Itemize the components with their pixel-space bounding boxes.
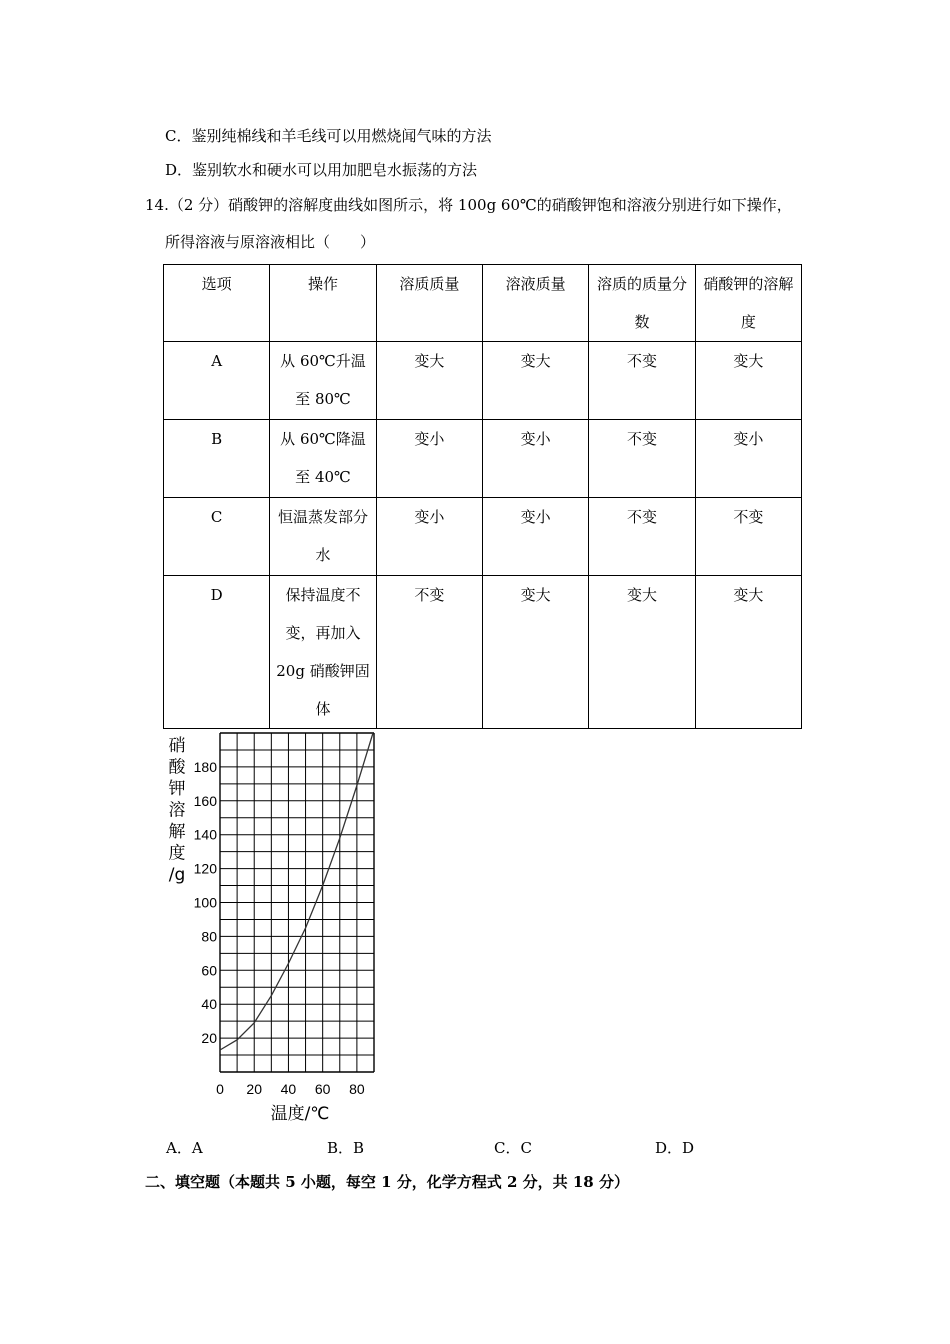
table-cell: 变小 [376, 498, 482, 576]
y-axis-label-char: 溶 [168, 800, 186, 821]
section-heading: 二、填空题（本题共 5 小题，每空 1 分，化学方程式 2 分，共 18 分） [145, 1173, 629, 1191]
y-tick-label: 120 [193, 860, 217, 877]
solubility-chart [160, 728, 390, 1128]
answer-choice-b[interactable]: B．B [327, 1139, 365, 1157]
y-tick-label: 40 [201, 996, 217, 1013]
question-14-stem: 14.（2 分）硝酸钾的溶解度曲线如图所示，将 100g 60℃的硝酸钾饱和溶液分别进行如下操作， [145, 196, 792, 214]
table-cell: 变小 [482, 420, 588, 498]
table-cell: 变大 [695, 576, 801, 729]
header-cell: 选项 [164, 265, 270, 342]
table-cell: 变小 [376, 420, 482, 498]
table-row [164, 342, 802, 420]
y-tick-label: 100 [193, 894, 217, 911]
table-cell: 变大 [589, 576, 695, 729]
table-cell: 从 60℃降温 至 40℃ [270, 420, 376, 498]
header-cell: 硝酸钾的溶解 度 [695, 265, 801, 342]
table-cell: 不变 [589, 498, 695, 576]
table-cell: 恒温蒸发部分 水 [270, 498, 376, 576]
table-cell: 从 60℃升温 至 80℃ [270, 342, 376, 420]
table-cell: D [164, 576, 270, 729]
y-tick-label: 80 [201, 928, 217, 945]
header-cell: 溶液质量 [482, 265, 588, 342]
header-cell: 操作 [270, 265, 376, 342]
y-tick-label: 60 [201, 962, 217, 979]
y-tick-label: 20 [201, 1030, 217, 1047]
y-axis-label-char: 度 [168, 843, 186, 864]
table-header-row [164, 265, 802, 342]
header-cell: 溶质的质量分 数 [589, 265, 695, 342]
y-axis-label-char: /g [168, 865, 186, 885]
table-cell: 变小 [482, 498, 588, 576]
table-cell: 变大 [376, 342, 482, 420]
table-row [164, 498, 802, 576]
x-axis-label: 温度/℃ [270, 1104, 330, 1124]
table-cell: 不变 [695, 498, 801, 576]
y-tick-label: 180 [193, 758, 217, 775]
table-cell: 保持温度不 变，再加入 20g 硝酸钾固 体 [270, 576, 376, 729]
question-14-stem-continued: 所得溶液与原溶液相比（ ） [165, 233, 376, 251]
y-tick-label: 160 [193, 792, 217, 809]
answer-choices [0, 1138, 950, 1160]
solubility-curve [220, 733, 373, 1050]
table-cell: 变大 [695, 342, 801, 420]
table-cell: 变大 [482, 342, 588, 420]
x-tick-label: 0 [216, 1081, 224, 1097]
table-cell: A [164, 342, 270, 420]
table-cell: C [164, 498, 270, 576]
y-axis-label-char: 硝 [168, 736, 186, 756]
answer-choice-a[interactable]: A．A [166, 1139, 203, 1157]
table-cell: 不变 [589, 342, 695, 420]
table-cell: 变小 [695, 420, 801, 498]
option-c-text: C．鉴别纯棉线和羊毛线可以用燃烧闻气味的方法 [165, 127, 492, 145]
table-cell: 不变 [589, 420, 695, 498]
table-cell: 不变 [376, 576, 482, 729]
option-d-text: D．鉴别软水和硬水可以用加肥皂水振荡的方法 [165, 161, 478, 179]
x-tick-label: 60 [314, 1081, 331, 1097]
table-row [164, 576, 802, 729]
x-tick-label: 40 [280, 1081, 297, 1097]
answer-choice-c[interactable]: C．C [494, 1139, 532, 1157]
table-row [164, 420, 802, 498]
header-cell: 溶质质量 [376, 265, 482, 342]
x-tick-label: 20 [246, 1081, 263, 1097]
x-tick-label: 80 [349, 1081, 365, 1097]
y-tick-label: 140 [193, 826, 217, 843]
y-axis-label-char: 解 [168, 822, 186, 842]
answer-choice-d[interactable]: D．D [655, 1139, 695, 1157]
question-14-table [163, 264, 802, 729]
table-cell: 变大 [482, 576, 588, 729]
table-cell: B [164, 420, 270, 498]
y-axis-label-char: 酸 [168, 757, 186, 778]
y-axis-label-char: 钾 [168, 779, 186, 799]
